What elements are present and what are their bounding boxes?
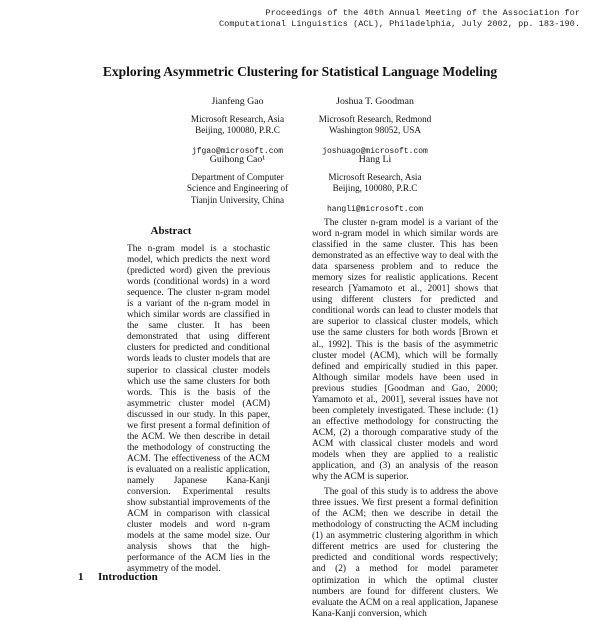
- abstract-heading: Abstract: [150, 225, 192, 237]
- introduction-body: [312, 218, 498, 619]
- section-heading-introduction: [78, 571, 158, 583]
- proceedings-line-1: Proceedings of the 40th Annual Meeting of the Association for: [265, 8, 580, 18]
- author-block-2: [295, 96, 455, 157]
- author-name: Joshua T. Goodman: [336, 96, 414, 107]
- body-paragraph-1: The cluster n-gram model is a variant of the word n-gram model in which similar words are classified in the same cluster. This has been demonstrated as an effective way to deal with the data sparseness problem and to reduce the memory sizes for realistic applications. Recent research [Yamamoto et al., 2001] shows that using different clusters for predicted and conditional words can lead to cluster models that are superior to classical cluster models, which use the same clusters for both words [Brown et al., 1992]. This is the basis of the asymmetric cluster model (ACM), which will be formally defined and empirically studied in this paper. Although similar models have been used in previous studies [Goodman and Gao, 2000; Yamamoto et al., 2001], several issues have not been completely investigated. These include: (1) an effective methodology for constructing the ACM, (2) a thorough comparative study of the ACM with classical cluster models and word models when they are applied to a realistic application, and (3) an analysis of the reason why the ACM is superior.: [312, 218, 498, 483]
- author-affiliation-line: Microsoft Research, Asia: [190, 113, 285, 124]
- author-name: Hang Li: [358, 154, 392, 165]
- abstract-text: The n-gram model is a stochastic model, which predicts the next word (predicted word) given the previous words (conditional words) in a word sequence. The cluster n-gram model is a variant of the n-gram model in which similar words are classified in the same cluster. It has been demonstrated that using different clusters for predicted and conditional words leads to cluster models that are superior to classical cluster models which use the same clusters for both words. This is the basis of the asymmetric cluster model (ACM) discussed in our study. In this paper, we first present a formal definition of the ACM. We then describe in detail the methodology of constructing the ACM. The effectiveness of the ACM is evaluated on a realistic application, namely Japanese Kana-Kanji conversion. Experimental results show substantial improvements of the ACM in comparison with classical cluster models and word n-gram models at the same model size. Our analysis shows that the high-performance of the ACM lies in the asymmetry of the model.: [127, 244, 270, 575]
- author-affiliation-line: Science and Engineering of: [186, 183, 289, 193]
- abstract-body: [127, 244, 270, 575]
- section-number: 1: [78, 571, 84, 583]
- author-name: Jianfeng Gao: [211, 96, 264, 107]
- body-paragraph-2: The goal of this study is to address the above three issues. We first present a formal definition of the ACM; then we describe in detail the methodology of constructing the ACM including (1) an asymmetric clustering algorithm in which different metrics are used for clustering the predicted and conditional words respectively; and (2) a method for model parameter optimization in which the optimal cluster numbers are found for different clusters. We evaluate the ACM on a real application, Japanese Kana-Kanji conversion, which: [312, 487, 498, 619]
- author-affiliation-line: Washington 98052, USA: [329, 125, 421, 135]
- proceedings-header: [140, 8, 580, 30]
- author-affiliation-line: Microsoft Research, Redmond: [318, 113, 432, 124]
- author-email: joshuago@microsoft.com: [322, 146, 428, 156]
- author-affiliation-line: Tianjin University, China: [190, 194, 285, 205]
- author-affiliation-line: Microsoft Research, Asia: [328, 171, 422, 182]
- paper-title: Exploring Asymmetric Clustering for Statistical Language Modeling: [102, 64, 498, 79]
- section-title: Introduction: [98, 571, 158, 583]
- author-name: Guihong Cao¹: [209, 154, 266, 165]
- author-affiliation-line: Beijing, 100080, P.R.C: [195, 125, 280, 135]
- author-block-1: [160, 96, 315, 157]
- author-email: hangli@microsoft.com: [326, 204, 423, 214]
- author-affiliation-line: Beijing, 100080, P.R.C: [332, 183, 418, 193]
- author-block-4: [295, 154, 455, 215]
- author-block-3: [160, 154, 315, 206]
- author-email: jfgao@microsoft.com: [191, 146, 284, 156]
- proceedings-line-2: Computational Linguistics (ACL), Philadelphia, July 2002, pp. 183-190.: [219, 19, 580, 29]
- author-affiliation-line: Department of Computer: [191, 171, 284, 182]
